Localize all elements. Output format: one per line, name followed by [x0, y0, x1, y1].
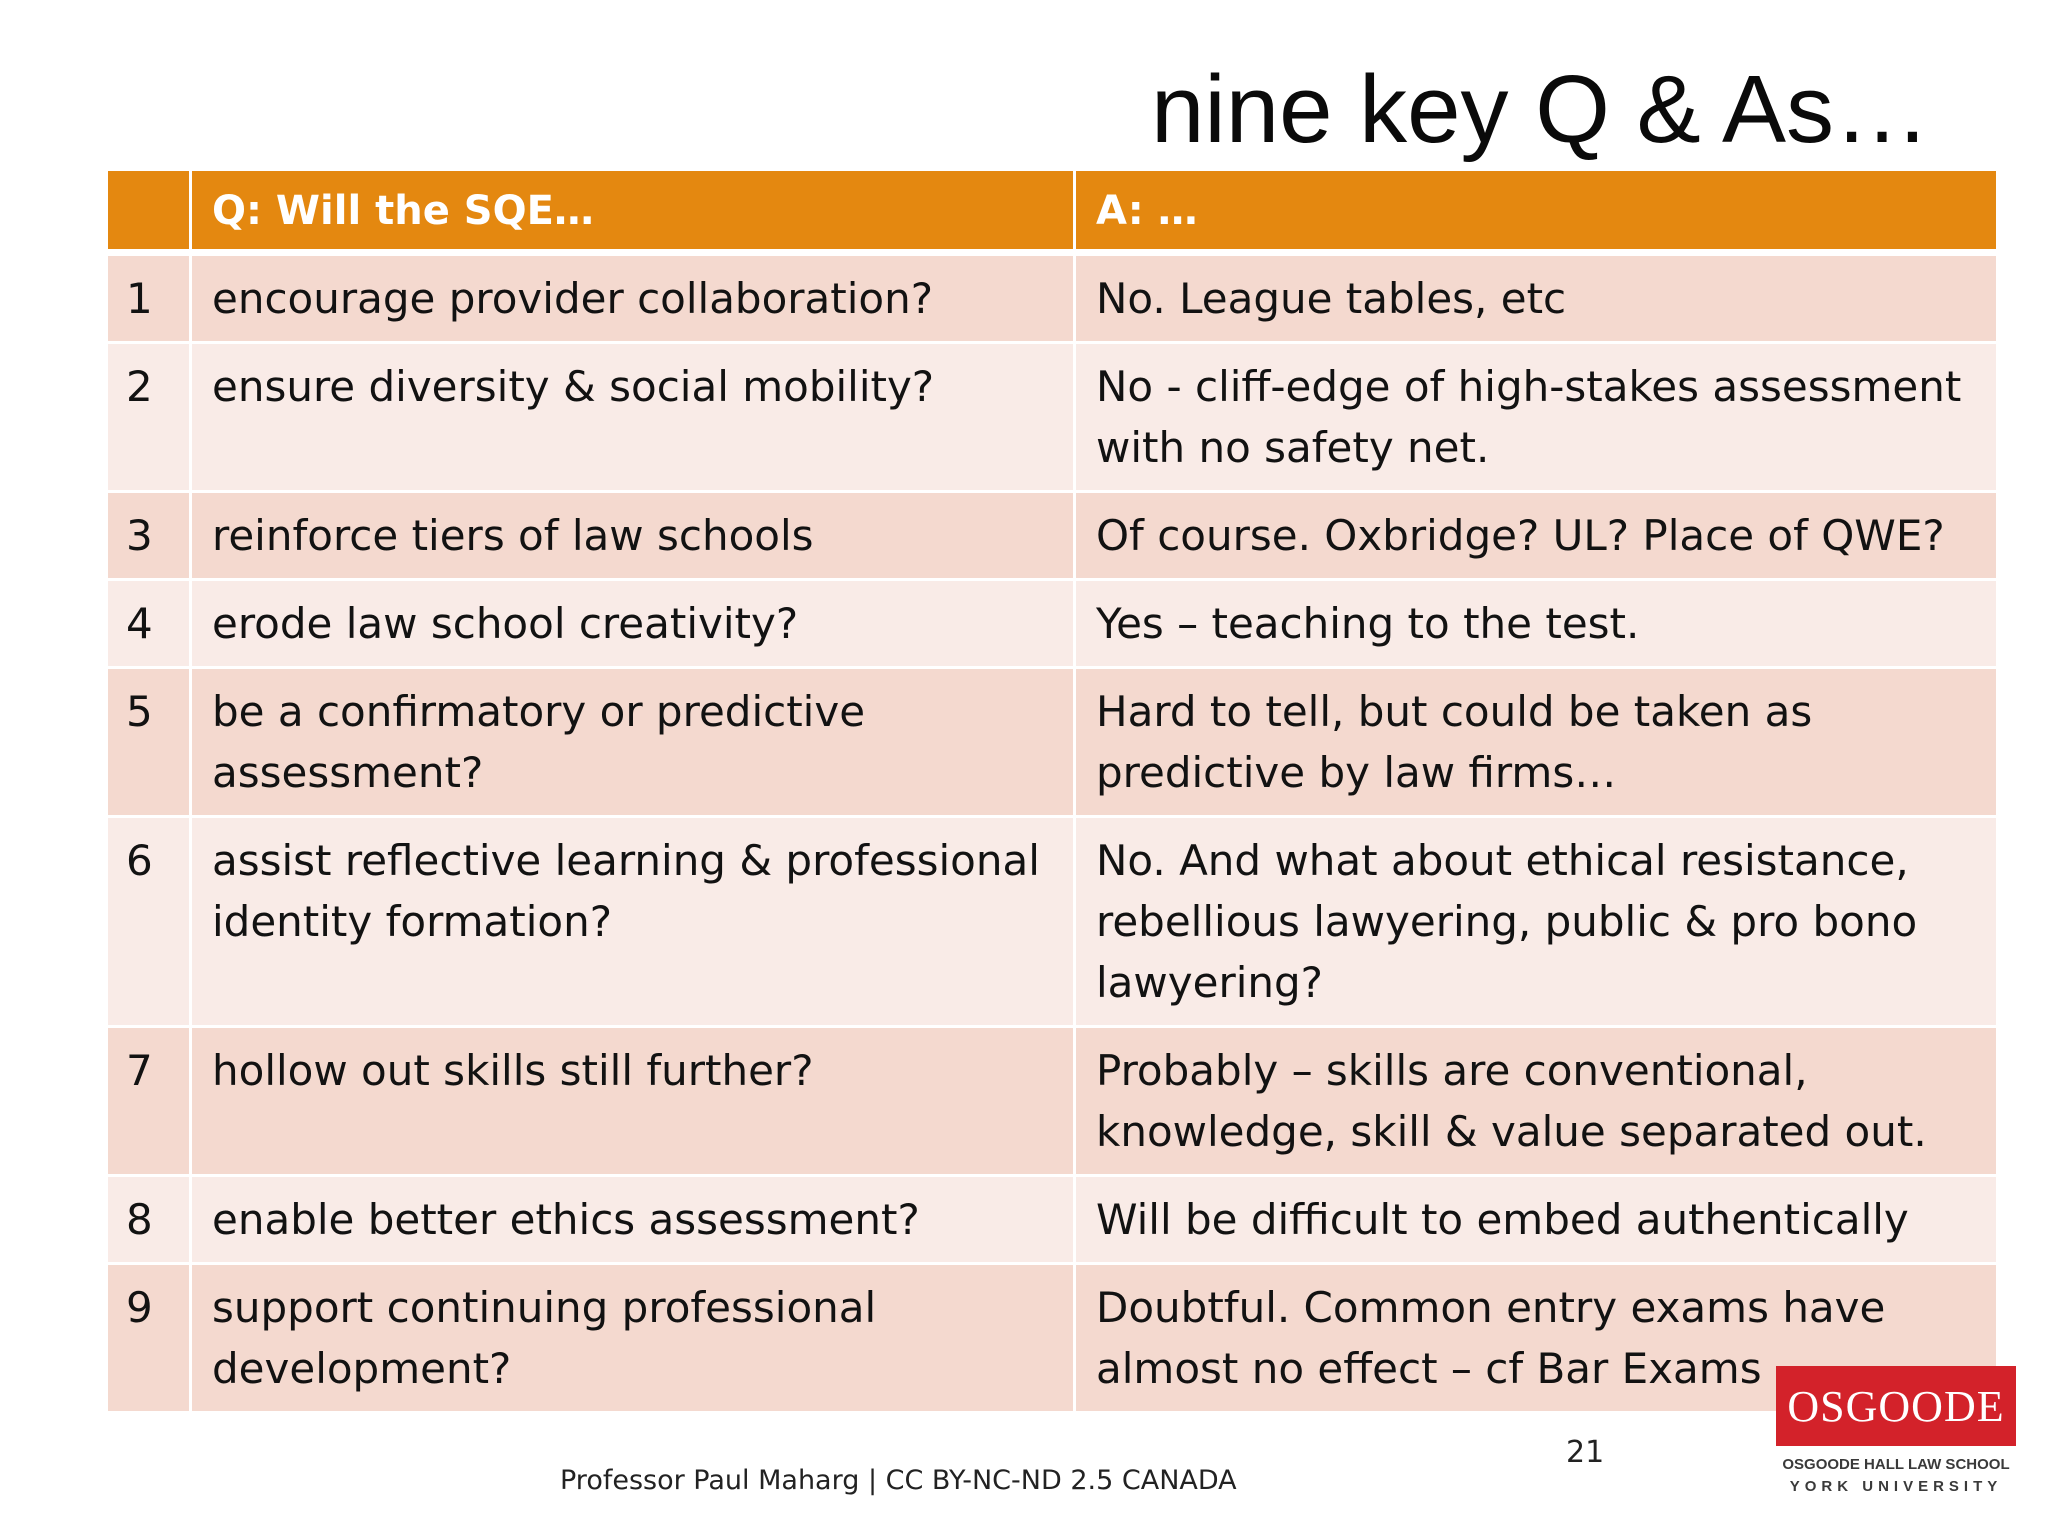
osgoode-logo — [1776, 1366, 2016, 1506]
footer-credit: Professor Paul Maharg | CC BY-NC-ND 2.5 CANADA — [560, 1465, 1237, 1496]
row-answer: Doubtful. Common entry exams have almost no effect – cf Bar Exams — [1076, 1265, 1996, 1414]
row-answer: Hard to tell, but could be taken as predictive by law firms… — [1076, 669, 1996, 818]
header-question-cell: Q: Will the SQE… — [192, 171, 1076, 256]
header-answer-cell: A: … — [1076, 171, 1996, 256]
logo-wordmark: OSGOODE — [1787, 1382, 2005, 1431]
row-number: 2 — [108, 344, 192, 493]
logo-school-name: OSGOODE HALL LAW SCHOOL — [1782, 1456, 2010, 1473]
row-answer: No. And what about ethical resistance, rebellious lawyering, public & pro bono lawyering? — [1076, 818, 1996, 1028]
row-answer: Will be difficult to embed authentically — [1076, 1177, 1996, 1265]
row-number: 3 — [108, 493, 192, 581]
row-answer: Yes – teaching to the test. — [1076, 581, 1996, 669]
table-row — [108, 669, 1996, 818]
table-row — [108, 256, 1996, 344]
row-number: 1 — [108, 256, 192, 344]
row-answer: No - cliff-edge of high-stakes assessment with no safety net. — [1076, 344, 1996, 493]
logo-university-name: YORK UNIVERSITY — [1789, 1478, 2003, 1495]
row-number: 6 — [108, 818, 192, 1028]
row-number: 9 — [108, 1265, 192, 1414]
header-num-cell — [108, 171, 192, 256]
row-question: support continuing professional development? — [192, 1265, 1076, 1414]
row-question: erode law school creativity? — [192, 581, 1076, 669]
table-header-row — [108, 171, 1996, 256]
table-row — [108, 581, 1996, 669]
row-question: hollow out skills still further? — [192, 1028, 1076, 1177]
row-question: encourage provider collaboration? — [192, 256, 1076, 344]
table-row — [108, 493, 1996, 581]
table-row — [108, 1265, 1996, 1414]
page-number: 21 — [1566, 1435, 1605, 1470]
row-answer: Probably – skills are conventional, knowledge, skill & value separated out. — [1076, 1028, 1996, 1177]
row-question: ensure diversity & social mobility? — [192, 344, 1076, 493]
row-number: 4 — [108, 581, 192, 669]
row-question: enable better ethics assessment? — [192, 1177, 1076, 1265]
row-number: 7 — [108, 1028, 192, 1177]
row-question: be a confirmatory or predictive assessment? — [192, 669, 1076, 818]
slide-title: nine key Q & As… — [1150, 56, 1930, 163]
table-row — [108, 344, 1996, 493]
row-number: 8 — [108, 1177, 192, 1265]
row-answer: No. League tables, etc — [1076, 256, 1996, 344]
row-answer: Of course. Oxbridge? UL? Place of QWE? — [1076, 493, 1996, 581]
row-number: 5 — [108, 669, 192, 818]
table-row — [108, 818, 1996, 1028]
qa-table — [108, 171, 1996, 1414]
table-row — [108, 1177, 1996, 1265]
row-question: assist reflective learning & professional identity formation? — [192, 818, 1076, 1028]
table-row — [108, 1028, 1996, 1177]
row-question: reinforce tiers of law schools — [192, 493, 1076, 581]
